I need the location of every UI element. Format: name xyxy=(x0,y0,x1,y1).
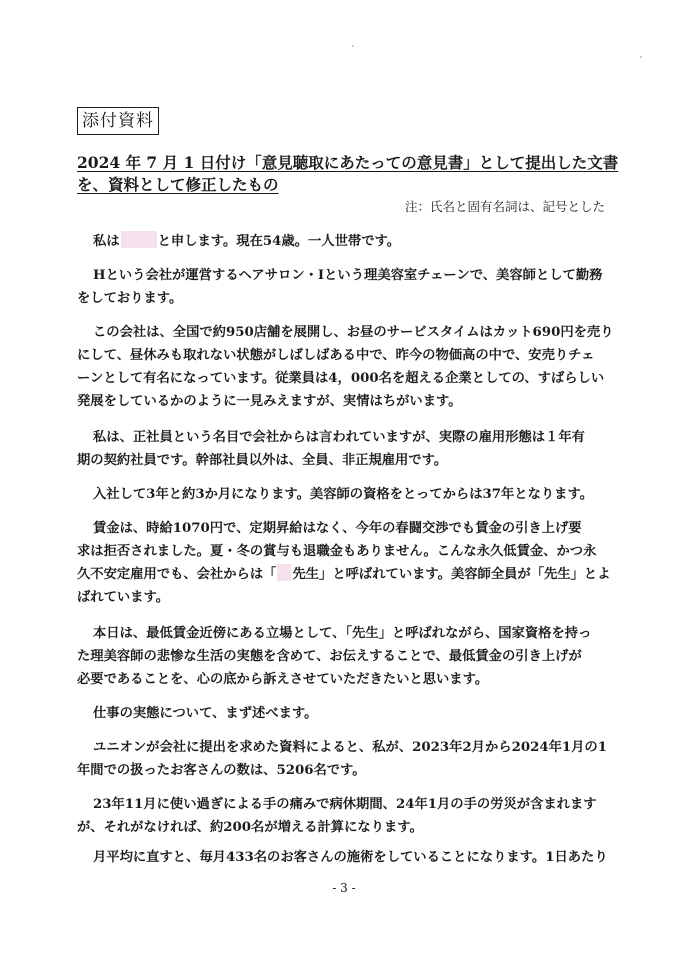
paragraph-line: 入社して3年と約3か月になります。美容師の資格をとってからは37年となります。 xyxy=(93,487,594,502)
heading-line-1: 2024 年 7 月 1 日付け「意見聴取にあたっての意見書」として提出した文書 xyxy=(77,153,619,172)
paragraph-line: ばれています。 xyxy=(77,590,170,605)
wages-line-3b: 先生」と呼ばれています。美容師全員が「先生」とよ xyxy=(292,567,611,582)
scan-speck xyxy=(640,56,642,58)
paragraph-line: ーンとして有名になっています。従業員は4，000名を超える企業としての、すばらしい xyxy=(77,371,605,386)
paragraph-line: 必要であることを、心の底から訴えさせていただきたいと思います。 xyxy=(77,672,489,687)
paragraph-tenure xyxy=(77,483,617,506)
paragraph-line: 私は、正社員という名目で会社からは言われていますが、実際の雇用形態は１年有 xyxy=(93,430,585,445)
anonymization-note: 注：氏名と固有名詞は、記号とした xyxy=(404,199,605,214)
paragraph-employer xyxy=(77,264,617,310)
paragraph-line: 年間での扱ったお客さんの数は、5206名です。 xyxy=(77,763,366,778)
paragraph-line: 発展をしているかのように一見みえますが、実情はちがいます。 xyxy=(77,394,462,409)
paragraph-employment xyxy=(77,426,617,472)
paragraph-line: た理美容師の悲惨な生活の実態を含めて、お伝えすることで、最低賃金の引き上げが xyxy=(77,649,582,664)
intro-suffix: と申します。現在54歳。一人世帯です。 xyxy=(157,234,401,249)
paragraph-line: 仕事の実態について、まず述べます。 xyxy=(93,706,318,721)
paragraph-line: この会社は、全国で約950店舗を展開し、お昼のサービスタイムはカット690円を売り xyxy=(93,325,614,340)
paragraph-purpose xyxy=(77,622,617,691)
paragraph-line: Hという会社が運営するヘアサロン・Iという理美容室チェーンで、美容師として勤務 xyxy=(93,268,603,283)
heading-line-2: を、資料として修正したもの xyxy=(77,175,279,194)
paragraph-line: をしております。 xyxy=(77,291,183,306)
paragraph-injury xyxy=(77,793,617,839)
paragraph-line: 期の契約社員です。幹部社員以外は、全員、非正規雇用です。 xyxy=(77,453,448,468)
paragraph-line: 求は拒否されました。夏・冬の賞与も退職金もありません。こんな永久低賃金、かつ永 xyxy=(77,544,597,559)
paragraph-intro xyxy=(77,230,617,253)
document-heading xyxy=(77,152,637,196)
redacted-name xyxy=(277,564,291,581)
paragraph-customers xyxy=(77,736,617,782)
paragraph-line: ユニオンが会社に提出を求めた資料によると、私が、2023年2月から2024年1月の1 xyxy=(93,740,607,755)
paragraph-work-intro xyxy=(77,702,617,725)
paragraph-line: 本日は、最低賃金近傍にある立場として、「先生」と呼ばれながら、国家資格を持っ xyxy=(93,626,592,641)
paragraph-line: 賃金は、時給1070円で、定期昇給はなく、今年の春闘交渉でも賃金の引き上げ要 xyxy=(93,521,582,536)
paragraph-line: 23年11月に使い過ぎによる手の痛みで病休期間、24年1月の手の労災が含まれます xyxy=(93,797,597,812)
paragraph-line: が、それがなければ、約200名が増える計算になります。 xyxy=(77,820,423,835)
page-number: - 3 - xyxy=(332,881,356,895)
intro-prefix: 私は xyxy=(93,234,120,249)
scan-speck xyxy=(352,45,354,47)
paragraph-wages xyxy=(77,517,617,609)
paragraph-monthly xyxy=(77,846,617,869)
paragraph-line: 月平均に直すと、毎月433名のお客さんの施術をしていることになります。1日あたり xyxy=(93,850,608,865)
paragraph-line: にして、昼休みも取れない状態がしばしばある中で、昨今の物価高の中で、安売りチェ xyxy=(77,348,595,363)
attachment-label: 添付資料 xyxy=(77,107,159,135)
paragraph-company xyxy=(77,321,617,413)
wages-line-3a: 久不安定雇用でも、会社からは「 xyxy=(77,567,277,582)
redacted-name xyxy=(121,231,157,248)
